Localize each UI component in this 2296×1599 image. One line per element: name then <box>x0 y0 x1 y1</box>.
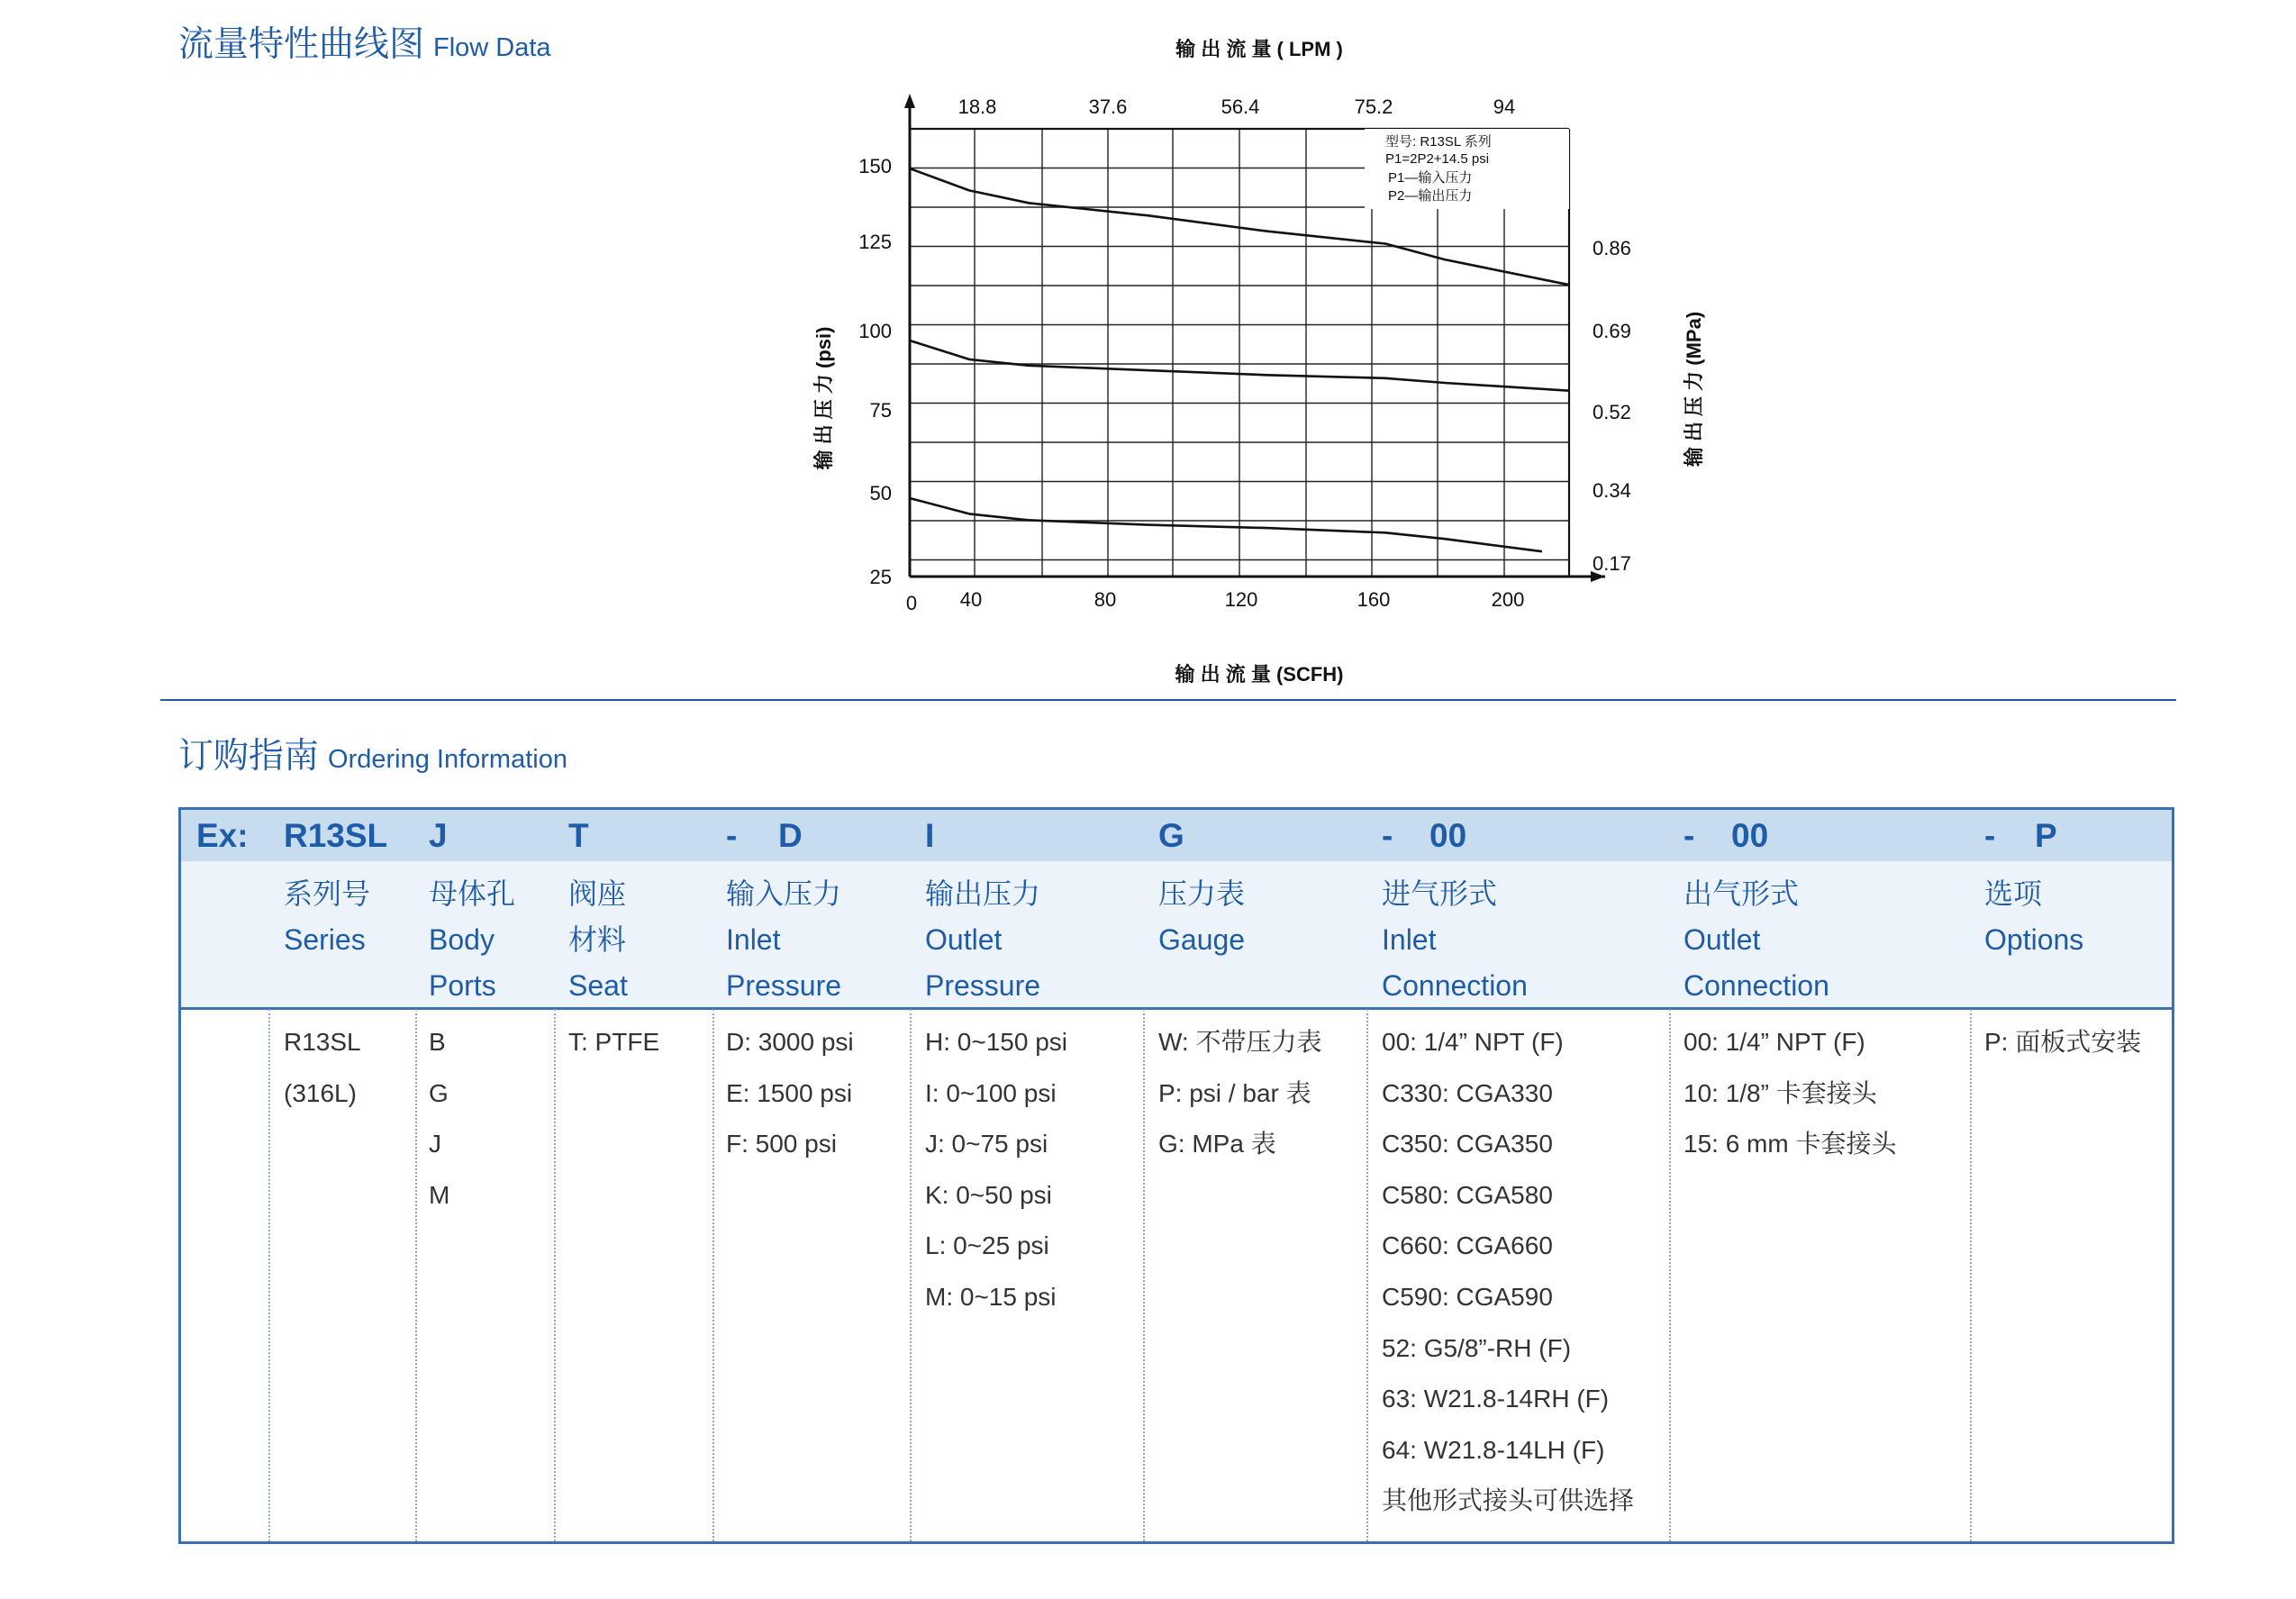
ordering-info-title <box>178 728 567 778</box>
column-separator <box>712 1009 714 1541</box>
options-outlet-pressure: H: 0~150 psi I: 0~100 psi J: 0~75 psi K: 0~50 psi L: 0~25 psi M: 0~15 psi <box>925 1028 1067 1311</box>
label-inlet-connection: 进气形式 Inlet Connection <box>1382 877 1528 1002</box>
y-psi-tick-label: 50 <box>869 482 892 504</box>
right-axis-title: 输 出 压 力 (MPa) <box>1683 311 1705 468</box>
y-psi-tick-label: 125 <box>858 231 892 253</box>
ordering-info-title-en: Ordering Information <box>328 745 567 774</box>
y-mpa-tick-label: 0.52 <box>1593 401 1631 423</box>
code-dash-3: - <box>1683 817 1695 854</box>
code-seat: T <box>568 817 589 854</box>
y-psi-tick-label: 25 <box>869 566 892 588</box>
column-separator <box>415 1009 417 1541</box>
column-separator <box>1669 1009 1671 1541</box>
code-series: R13SL <box>284 817 388 854</box>
x-scfh-tick-label: 120 <box>1224 588 1258 611</box>
code-ex: Ex: <box>196 817 249 854</box>
x-lpm-tick-label: 56.4 <box>1221 95 1260 118</box>
y-psi-tick-label: 75 <box>869 399 892 422</box>
column-separator <box>1143 1009 1145 1541</box>
y-axis-arrow <box>904 94 915 108</box>
options-inlet-connection: 00: 1/4” NPT (F) C330: CGA330 C350: CGA350 C580: CGA580 C660: CGA660 C590: CGA590 52: G5/8”-RH (F) 63: W21.8-14RH (F) 64: W21.8-14LH (F) 其他形式接头可供选择 <box>1382 1028 1635 1515</box>
top-axis-title: 输 出 流 量 ( LPM ) <box>1175 38 1343 60</box>
label-body-ports: 母体孔 Body Ports <box>429 877 516 1002</box>
code-outlet-connection: 00 <box>1731 817 1769 854</box>
code-dash-2: - <box>1382 817 1393 854</box>
column-separator <box>268 1009 270 1541</box>
column-separator <box>1366 1009 1368 1541</box>
label-outlet-connection: 出气形式 Outlet Connection <box>1683 877 1829 1002</box>
flow-chart <box>0 0 2296 721</box>
column-separator <box>910 1009 912 1541</box>
y-psi-tick-label: 150 <box>858 155 892 177</box>
legend-line-4: P2—输出压力 <box>1388 188 1473 204</box>
y-psi-tick-label: 100 <box>858 320 892 342</box>
legend-line-1: 型号: R13SL 系列 <box>1385 134 1492 150</box>
code-body: J <box>429 817 448 854</box>
x-lpm-tick-label: 75.2 <box>1354 95 1393 118</box>
label-inlet-pressure: 输入压力 Inlet Pressure <box>726 877 842 1002</box>
label-seat-material: 阀座 材料 Seat <box>568 877 628 1002</box>
code-inlet-pressure: D <box>778 817 803 854</box>
label-series: 系列号 Series <box>284 877 371 956</box>
code-gauge: G <box>1158 817 1184 854</box>
x-lpm-tick-label: 37.6 <box>1088 95 1128 118</box>
options-series: R13SL (316L) <box>284 1028 361 1107</box>
y-mpa-tick-label: 0.69 <box>1593 320 1631 342</box>
options-seat: T: PTFE <box>568 1028 660 1056</box>
options-gauge: W: 不带压力表 P: psi / bar 表 G: MPa 表 <box>1158 1028 1322 1158</box>
section-divider <box>160 699 2176 701</box>
options-outlet-connection: 00: 1/4” NPT (F) 10: 1/8” 卡套接头 15: 6 mm 卡套接头 <box>1683 1028 1897 1158</box>
column-separator <box>554 1009 556 1541</box>
label-options: 选项 Options <box>1984 877 2084 956</box>
options-inlet-pressure: D: 3000 psi E: 1500 psi F: 500 psi <box>726 1028 854 1158</box>
code-inlet-connection: 00 <box>1429 817 1467 854</box>
left-axis-title: 输 出 压 力 (psi) <box>812 326 835 470</box>
x-scfh-tick-label: 0 <box>905 592 918 614</box>
x-scfh-tick-label: 40 <box>959 588 983 611</box>
ordering-table <box>178 807 2174 1544</box>
flow-data-title-en: Flow Data <box>433 33 551 62</box>
x-lpm-tick-label: 94 <box>1493 95 1516 118</box>
y-mpa-tick-label: 0.34 <box>1593 479 1631 502</box>
x-lpm-tick-label: 18.8 <box>957 95 997 118</box>
code-options: P <box>2035 817 2057 854</box>
x-scfh-tick-label: 200 <box>1491 588 1525 611</box>
series-line-3 <box>910 498 1542 551</box>
options-body-ports: B G J M <box>429 1028 450 1209</box>
label-outlet-pressure: 输出压力 Outlet Pressure <box>925 877 1041 1002</box>
code-outlet-pressure: I <box>925 817 935 854</box>
bottom-axis-title: 输 出 流 量 (SCFH) <box>1175 663 1344 686</box>
flow-data-title-cn: 流量特性曲线图 <box>178 24 425 65</box>
code-dash-1: - <box>726 817 738 854</box>
legend-line-3: P1—输入压力 <box>1388 170 1473 186</box>
legend-line-2: P1=2P2+14.5 psi <box>1385 151 1490 167</box>
label-gauge: 压力表 Gauge <box>1158 877 1246 956</box>
y-mpa-tick-label: 0.86 <box>1593 237 1631 259</box>
y-mpa-tick-label: 0.17 <box>1593 552 1631 575</box>
x-scfh-tick-label: 80 <box>1094 588 1117 611</box>
x-scfh-tick-label: 160 <box>1357 588 1391 611</box>
column-separator <box>1970 1009 1972 1541</box>
code-dash-4: - <box>1984 817 1996 854</box>
chart-legend <box>1365 129 1569 209</box>
ordering-info-title-cn: 订购指南 <box>178 736 320 777</box>
options-options: P: 面板式安装 <box>1984 1028 2142 1056</box>
